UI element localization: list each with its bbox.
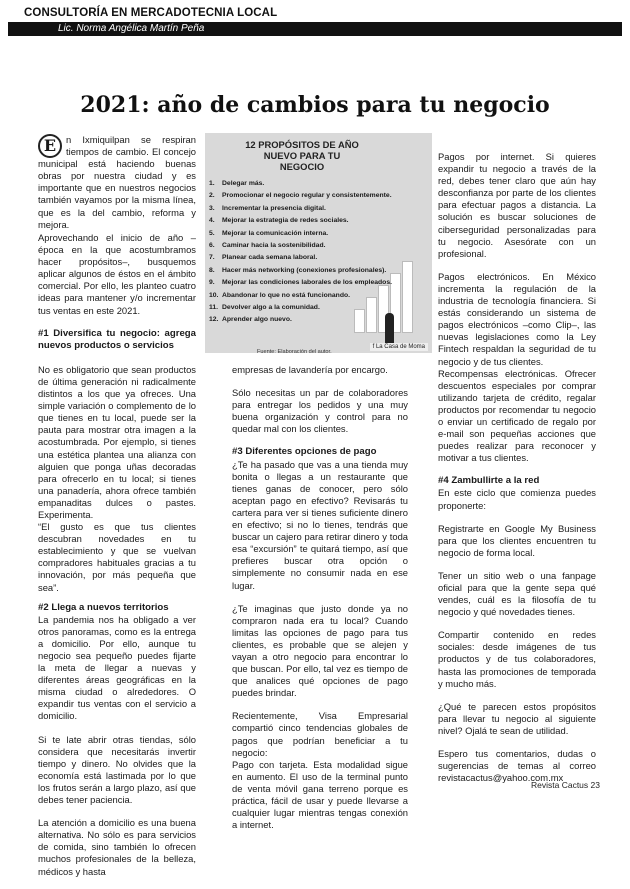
paragraph: Recientemente, Visa Empresarial compartió cinco tendencias globales de pagos que podrían beneficiar a tu negocio: — [232, 710, 408, 758]
dropcap-e: E — [38, 134, 62, 158]
purpose-number: 3. — [209, 204, 215, 212]
purpose-item — [209, 240, 392, 252]
intro-paragraph: E n Ixmiquilpan se respiran tiempos de cambio. El concejo municipal está haciendo buenas obras por nuestra ciudad y es importante que en nuestros negocios también vayamos por la misma línea, que es la del cambio, reforma y mejora. — [38, 134, 196, 230]
purpose-text: Mejorar la comunicación interna. — [222, 229, 329, 237]
subheading-1: #1 Diversifica tu negocio: agrega nuevos productos o servicios — [38, 327, 196, 351]
paragraph: Tener un sitio web o una fanpage oficial para que la gente sepa qué vendes, cuál es la filosofía de tu negocio y qué novedades tienes. — [438, 569, 596, 618]
purposes-infobox — [205, 133, 432, 353]
paragraph: empresas de lavandería por encargo. — [232, 364, 388, 375]
purpose-item — [209, 265, 392, 277]
paragraph: La pandemia nos ha obligado a ver otros panoramas, como es la entrega a domicilio. Por ello, aunque tu negocio sea pequeño puedes fijarte la meta de llegar a nuevas y diferentes áreas geográficas en la misma ciudad o alrededores. O expandir tus ventas con el servicio a domicilio. — [38, 613, 196, 722]
purpose-item — [209, 190, 392, 202]
paragraph: Pagos por internet. Si quieres expandir tu negocio a través de la red, debes tener claro que aún hay desconfianza por parte de los clientes para efectuar pagos a distancia. La solución es buscar soluciones de ciberseguridad personalizadas para tu negocio. Asesórate con un profesional. — [438, 151, 596, 259]
subheading-3: #3 Diferentes opciones de pago — [232, 446, 377, 458]
page-footer: Revista Cactus 23 — [531, 780, 600, 790]
paragraph: Sólo necesitas un par de colaboradores para entregar los pedidos y una muy buena organización y control para no quedar mal con los clientes. — [232, 387, 408, 435]
purpose-text: Hacer más networking (conexiones profesionales). — [222, 266, 387, 274]
purpose-text: Incrementar la presencia digital. — [222, 204, 326, 212]
paragraph: No es obligatorio que sean productos de última generación ni radicalmente distintos a los que ya ofreces. Una simple variación o complemento de lo que tienes en tu local, puede ser la pauta para mostrar otra imagen a la acostumbrada. Por ejemplo, si tienes una estética plantea una alianza con alguien que ponga uñas decoradas para ofrecerlo en tu local; si tienes una panadería, ahora ofrece también empanaditas dulces o pastes. Experimenta. — [38, 363, 196, 520]
source-tag: f La Casa de Moma — [370, 343, 428, 351]
author-name: Lic. Norma Angélica Martín Peña — [58, 23, 205, 34]
paragraph: Aprovechando el inicio de año –época en la que acostumbramos hacer propósitos–, busquemos aplicar algunos de éstos en el ámbito comercial. Por ello, les planteo cuatro ideas para mantener y/o incrementar tus ventas en este 2021. — [38, 232, 196, 316]
purpose-item — [209, 228, 392, 240]
purpose-number: 6. — [209, 241, 215, 249]
purpose-text: Abandonar lo que no está funcionando. — [222, 291, 351, 299]
paragraph: Pagos electrónicos. En México incrementa la regulación de la industria de tecnología financiera. Si estás considerando un sistema de pagos electrónicos –como Clip–, las nuevas legislaciones como la Ley Fintech respaldan la seguridad de tu negocio y de tus clientes. — [438, 270, 596, 367]
purpose-item — [209, 290, 392, 302]
purpose-text: Mejorar las condiciones laborales de los empleados. — [222, 279, 392, 287]
purpose-number: 1. — [209, 180, 215, 187]
purpose-text: Planear cada semana laboral. — [222, 254, 318, 262]
paragraph: ¿Te ha pasado que vas a una tienda muy bonita o llegas a un restaurante que tienes ganas de conocer, pero sólo aceptan pago en efectivo? Revisarás tu cartera para ver si tienes suficiente dinero en efectivo; si no lo tienes, tendrás que buscar un cajero para retirar dinero y toda esa “excursión” te quitará tiempo, así que prefieres buscar otra opción o simplemente no consumir nada en ese lugar. — [232, 458, 408, 591]
purpose-number: 7. — [209, 254, 215, 262]
purpose-item — [209, 252, 392, 264]
author-bar — [8, 22, 622, 36]
paragraph: Pago con tarjeta. Esta modalidad sigue en aumento. El uso de la terminal punto de venta móvil gana terreno porque es práctica, fácil de usar y puede llevarse a cualquier lugar mientras tengas conexión a internet. — [232, 758, 408, 831]
purpose-number: 2. — [209, 192, 215, 200]
purpose-number: 8. — [209, 266, 215, 274]
purpose-text: Caminar hacia la sostenibilidad. — [222, 241, 326, 249]
paragraph: Espero tus comentarios, dudas o sugerencias de temas al correo revistacactus@yahoo.com.mx — [438, 748, 596, 784]
left-column-lower — [38, 232, 196, 889]
purpose-text: Mejorar la estrategia de redes sociales. — [222, 217, 349, 225]
purpose-text: Aprender algo nuevo. — [222, 316, 292, 324]
purpose-number: 10. — [209, 291, 219, 299]
purpose-item — [209, 215, 392, 227]
left-column — [38, 134, 196, 242]
purpose-number: 12. — [209, 316, 219, 324]
purpose-text: Devolver algo a la comunidad. — [222, 303, 320, 311]
paragraph: Compartir contenido en redes sociales: desde imágenes de tus productos y de tus colaboradores, hasta las promociones de temporada y mucho más. — [438, 629, 596, 689]
purpose-item — [209, 203, 392, 215]
purpose-text: Promocionar el negocio regular y consistentemente. — [222, 192, 392, 200]
purpose-number: 11. — [209, 303, 219, 311]
right-column — [438, 151, 596, 795]
paragraph: ¿Te imaginas que justo donde ya no compraron nada era tu local? Cuando limitas las opciones de pago para tus clientes, es probable que se alejen y vayan a otro negocio para encontrar lo que buscan. Por ello, tal vez es tiempo de que analices qué opciones de pago puedes brindar. — [232, 602, 408, 699]
paragraph: Registrarte en Google My Business para que los clientes encuentren tu negocio de forma local. — [438, 522, 596, 558]
purpose-text: Delegar más. — [222, 180, 265, 187]
purpose-item — [209, 277, 392, 289]
article-title: 2021: año de cambios para tu negocio — [80, 92, 550, 118]
purpose-item — [209, 314, 392, 326]
purpose-item — [209, 302, 392, 314]
paragraph: Recompensas electrónicas. Ofrecer descuentos especiales por comprar utilizando tarjeta de crédito, regalar productos por recomendar tu negocio o enviar un certificado de regalo por e-mail son pequeñas acciones que puedes realizar para reconocer y motivar a tus clientes. — [438, 367, 596, 464]
purpose-number: 9. — [209, 279, 215, 287]
purpose-number: 5. — [209, 229, 215, 237]
paragraph: Si te late abrir otras tiendas, sólo considera que necesitarás invertir tiempo y dinero. No olvides que la economía está lastimada por lo que los frutos serán a largo plazo, así que debes tener paciencia. — [38, 733, 196, 806]
purpose-item — [209, 178, 392, 190]
paragraph: En este ciclo que comienza puedes proponerte: — [438, 487, 596, 511]
paragraph: ¿Qué te parecen estos propósitos para llevar tu negocio al siguiente nivel? Ojalá te sean de utilidad. — [438, 700, 596, 736]
quote-paragraph: “El gusto es que tus clientes descubran novedades en tu establecimiento y que se vuelvan compradores habituales gracias a tu innovación, por más pequeña que sea”. — [38, 521, 196, 593]
purpose-number: 4. — [209, 217, 215, 225]
purposes-list — [209, 178, 392, 327]
subheading-4: #4 Zambullirte a la red — [438, 475, 540, 487]
infobox-caption: Fuente: Elaboración del autor. — [257, 349, 332, 355]
middle-column — [232, 364, 408, 842]
subheading-2: #2 Llega a nuevos territorios — [38, 601, 169, 613]
section-title: CONSULTORÍA EN MERCADOTECNIA LOCAL — [24, 7, 278, 19]
infobox-title: 12 PROPÓSITOS DE AÑO NUEVO PARA TU NEGOCIO — [245, 139, 359, 172]
facebook-icon: f — [372, 344, 375, 350]
paragraph: La atención a domicilio es una buena alternativa. No sólo es para servicios de comida, sino también lo ofrecen muchos profesionales de la belleza, médicos y hasta — [38, 817, 196, 877]
